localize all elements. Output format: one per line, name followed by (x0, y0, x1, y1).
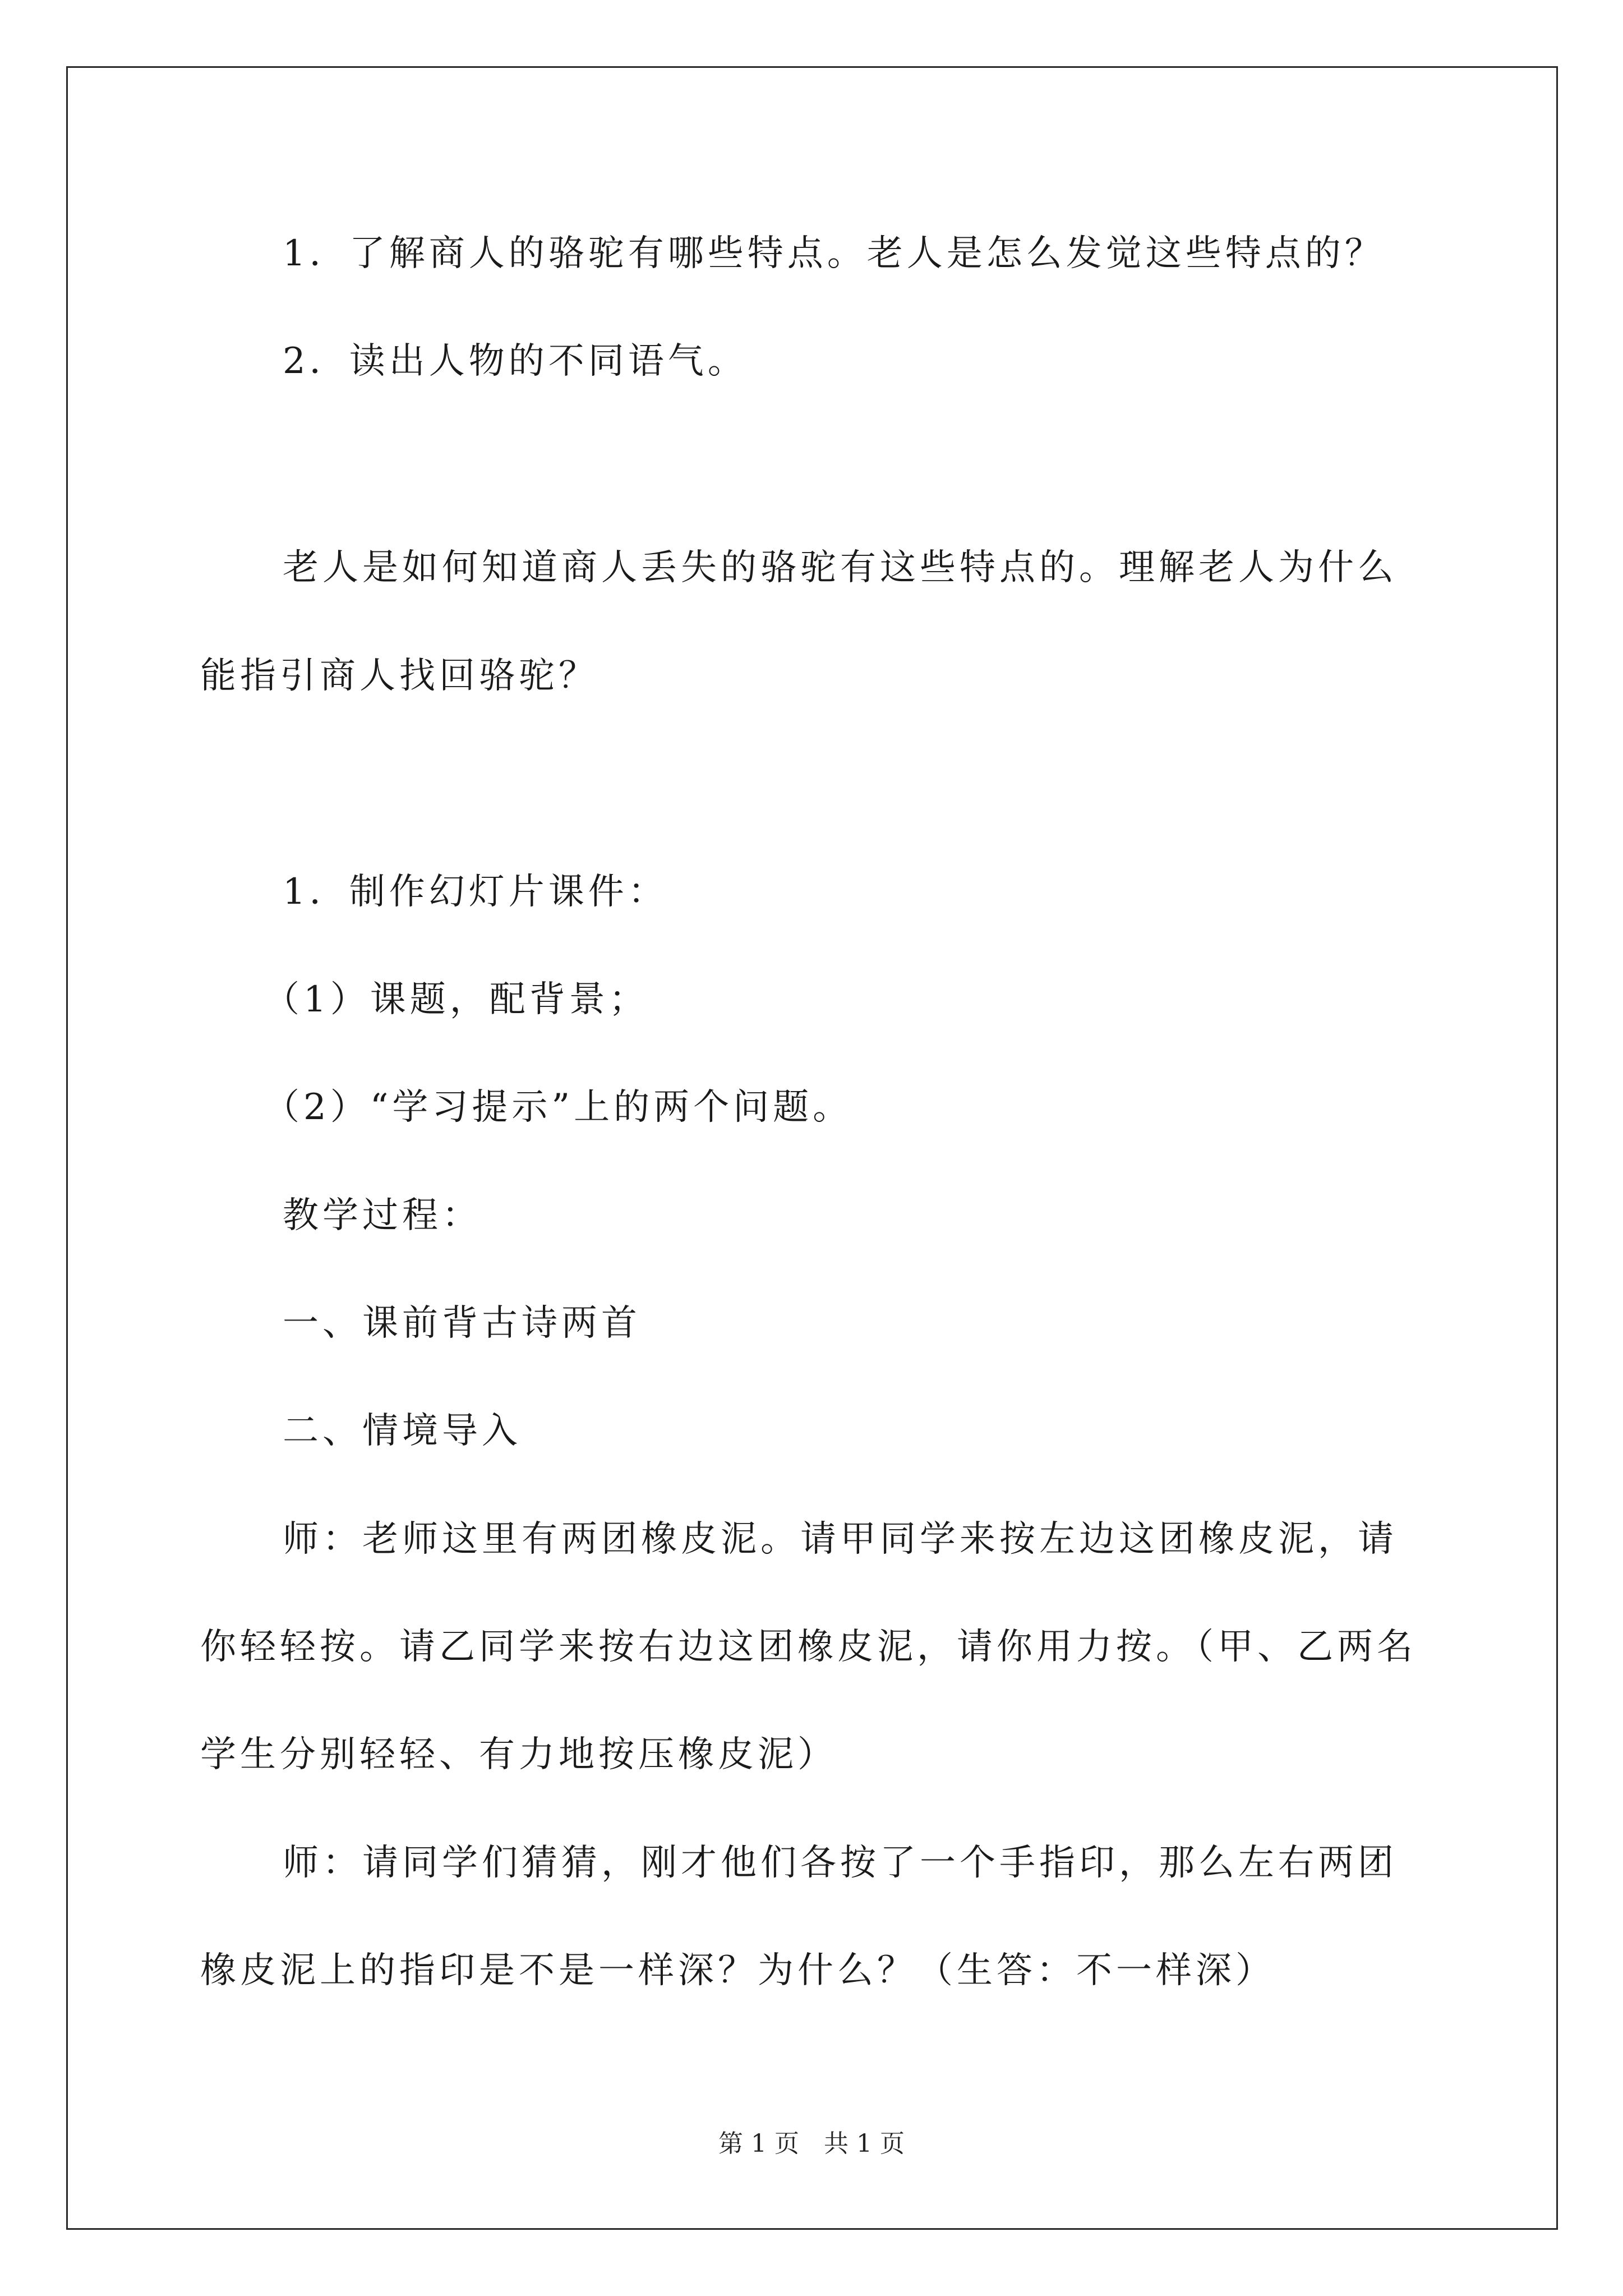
text-line: 你轻轻按。请乙同学来按右边这团橡皮泥，请你用力按。（甲、乙两名 (200, 1626, 1417, 1668)
text-line: 二、情境导入 (283, 1410, 522, 1452)
text-line: 老人是如何知道商人丢失的骆驼有这些特点的。理解老人为什么 (283, 547, 1398, 588)
text-line: 1．了解商人的骆驼有哪些特点。老人是怎么发觉这些特点的？ (283, 233, 1385, 274)
text-line: 师：请同学们猜猜，刚才他们各按了一个手指印，那么左右两团 (283, 1842, 1398, 1884)
text-line: 学生分别轻轻、有力地按压橡皮泥） (200, 1734, 837, 1775)
text-line: （2）“学习提示”上的两个问题。 (264, 1087, 853, 1128)
text-line: 1．制作幻灯片课件： (283, 871, 668, 913)
page-border (66, 66, 1558, 2230)
text-line: 能指引商人找回骆驼？ (200, 655, 598, 697)
text-line: 师：老师这里有两团橡皮泥。请甲同学来按左边这团橡皮泥，请 (283, 1519, 1398, 1560)
page-footer: 第 1 页 共 1 页 (718, 2129, 905, 2158)
text-line: （1）课题，配背景； (264, 979, 649, 1020)
text-line: 教学过程： (283, 1195, 482, 1236)
text-line: 一、课前背古诗两首 (283, 1303, 641, 1344)
text-line: 2．读出人物的不同语气。 (283, 341, 748, 382)
text-line: 橡皮泥上的指印是不是一样深？为什么？（生答：不一样深） (200, 1950, 1275, 1991)
